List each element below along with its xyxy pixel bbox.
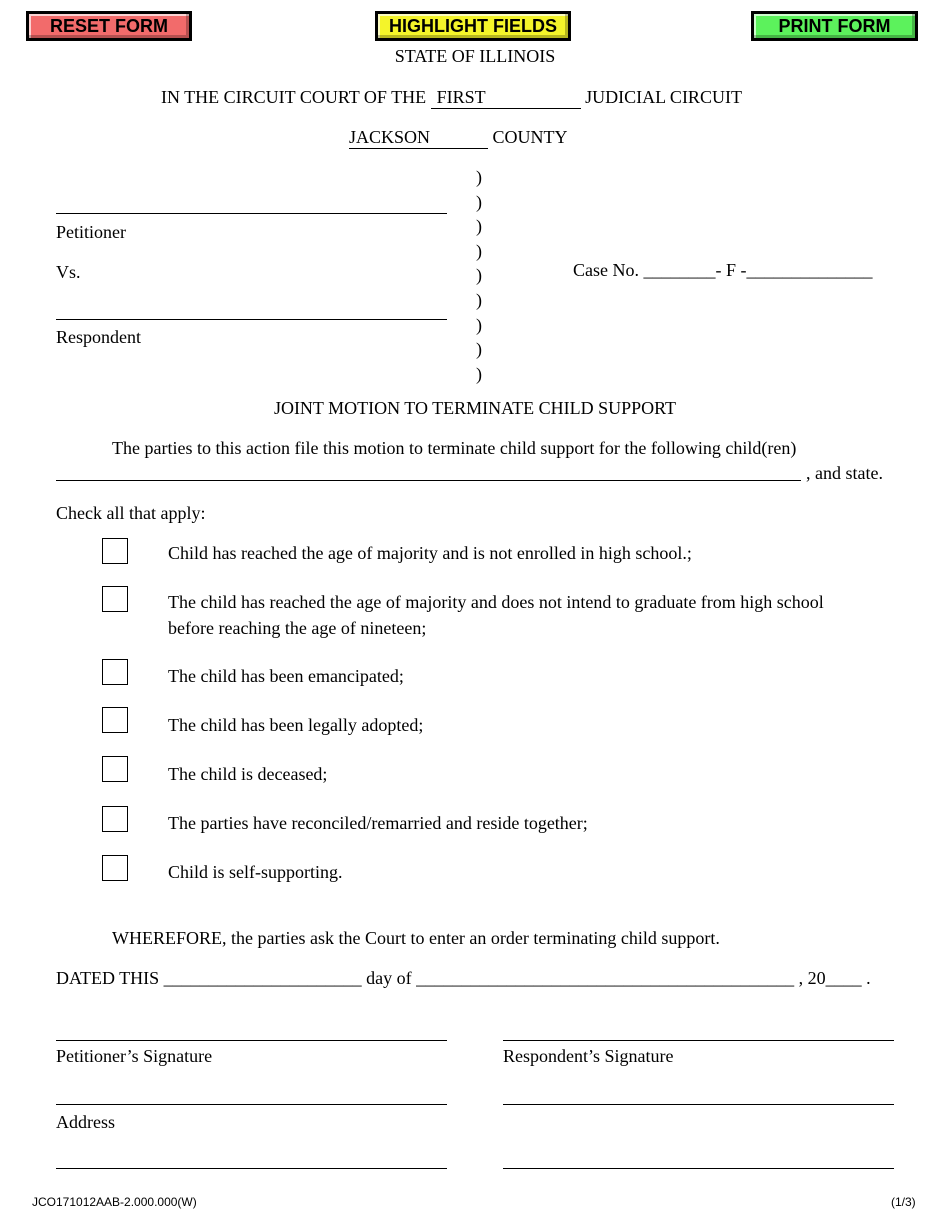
circuit-suffix: JUDICIAL CIRCUIT xyxy=(585,87,742,107)
dated-line[interactable]: DATED THIS ______________________ day of __________________________________________ , 20____ . xyxy=(56,968,871,988)
petitioner-signature-field[interactable] xyxy=(56,1040,447,1041)
state-heading: STATE OF ILLINOIS xyxy=(394,46,556,66)
print-form-button[interactable]: PRINT FORM xyxy=(751,11,918,41)
respondent-address-field-2[interactable] xyxy=(503,1168,894,1169)
county-value: JACKSON xyxy=(349,127,431,147)
respondent-signature-label: Respondent’s Signature xyxy=(503,1046,674,1066)
option-checkbox[interactable] xyxy=(102,806,128,832)
case-number-field[interactable]: Case No. ________- F -______________ xyxy=(573,260,873,280)
county-line xyxy=(349,127,568,149)
page-number: (1/3) xyxy=(891,1195,916,1209)
intro-suffix: , and state. xyxy=(806,463,883,483)
reset-form-button[interactable]: RESET FORM xyxy=(26,11,192,41)
circuit-field[interactable] xyxy=(431,87,581,109)
respondent-name-field[interactable] xyxy=(56,319,447,320)
petitioner-signature-label: Petitioner’s Signature xyxy=(56,1046,213,1066)
option-label: Child is self-supporting. xyxy=(168,862,343,882)
option-checkbox[interactable] xyxy=(102,707,128,733)
circuit-value: FIRST xyxy=(436,87,486,107)
petitioner-label: Petitioner xyxy=(56,222,126,242)
check-all-label: Check all that apply: xyxy=(56,503,206,523)
form-code: JCO171012AAB-2.000.000(W) xyxy=(32,1195,197,1209)
option-label: The child has reached the age of majority and does not intend to graduate from high school before reaching the age of nineteen; xyxy=(168,592,824,638)
option-label: The child has been emancipated; xyxy=(168,666,404,686)
caption-paren: ) xyxy=(476,192,482,212)
option-label: The parties have reconciled/remarried and reside together; xyxy=(168,813,588,833)
motion-title: JOINT MOTION TO TERMINATE CHILD SUPPORT xyxy=(273,398,677,418)
petitioner-name-field[interactable] xyxy=(56,213,447,214)
county-suffix: COUNTY xyxy=(492,127,568,147)
wherefore-text: WHEREFORE, the parties ask the Court to enter an order terminating child support. xyxy=(112,928,720,948)
respondent-label: Respondent xyxy=(56,327,141,347)
caption-paren: ) xyxy=(476,364,482,384)
option-label: The child has been legally adopted; xyxy=(168,715,424,735)
petitioner-address-field[interactable] xyxy=(56,1104,447,1105)
caption-paren: ) xyxy=(476,290,482,310)
respondent-address-field[interactable] xyxy=(503,1104,894,1105)
option-checkbox[interactable] xyxy=(102,538,128,564)
caption-paren: ) xyxy=(476,265,482,285)
caption-paren: ) xyxy=(476,167,482,187)
caption-paren: ) xyxy=(476,241,482,261)
option-label: The child is deceased; xyxy=(168,764,328,784)
option-checkbox[interactable] xyxy=(102,756,128,782)
children-names-field[interactable] xyxy=(56,480,801,481)
caption-paren: ) xyxy=(476,216,482,236)
option-checkbox[interactable] xyxy=(102,586,128,612)
vs-label: Vs. xyxy=(56,262,81,282)
petitioner-address-field-2[interactable] xyxy=(56,1168,447,1169)
address-label: Address xyxy=(56,1112,115,1132)
option-checkbox[interactable] xyxy=(102,659,128,685)
respondent-signature-field[interactable] xyxy=(503,1040,894,1041)
intro-text: The parties to this action file this motion to terminate child support for the following child(ren) xyxy=(112,438,797,458)
county-field[interactable] xyxy=(349,127,488,149)
option-checkbox[interactable] xyxy=(102,855,128,881)
court-prefix: IN THE CIRCUIT COURT OF THE xyxy=(161,87,427,107)
court-line xyxy=(161,87,742,109)
highlight-fields-button[interactable]: HIGHLIGHT FIELDS xyxy=(375,11,571,41)
caption-paren: ) xyxy=(476,339,482,359)
caption-paren: ) xyxy=(476,315,482,335)
option-label: Child has reached the age of majority and is not enrolled in high school.; xyxy=(168,543,692,563)
